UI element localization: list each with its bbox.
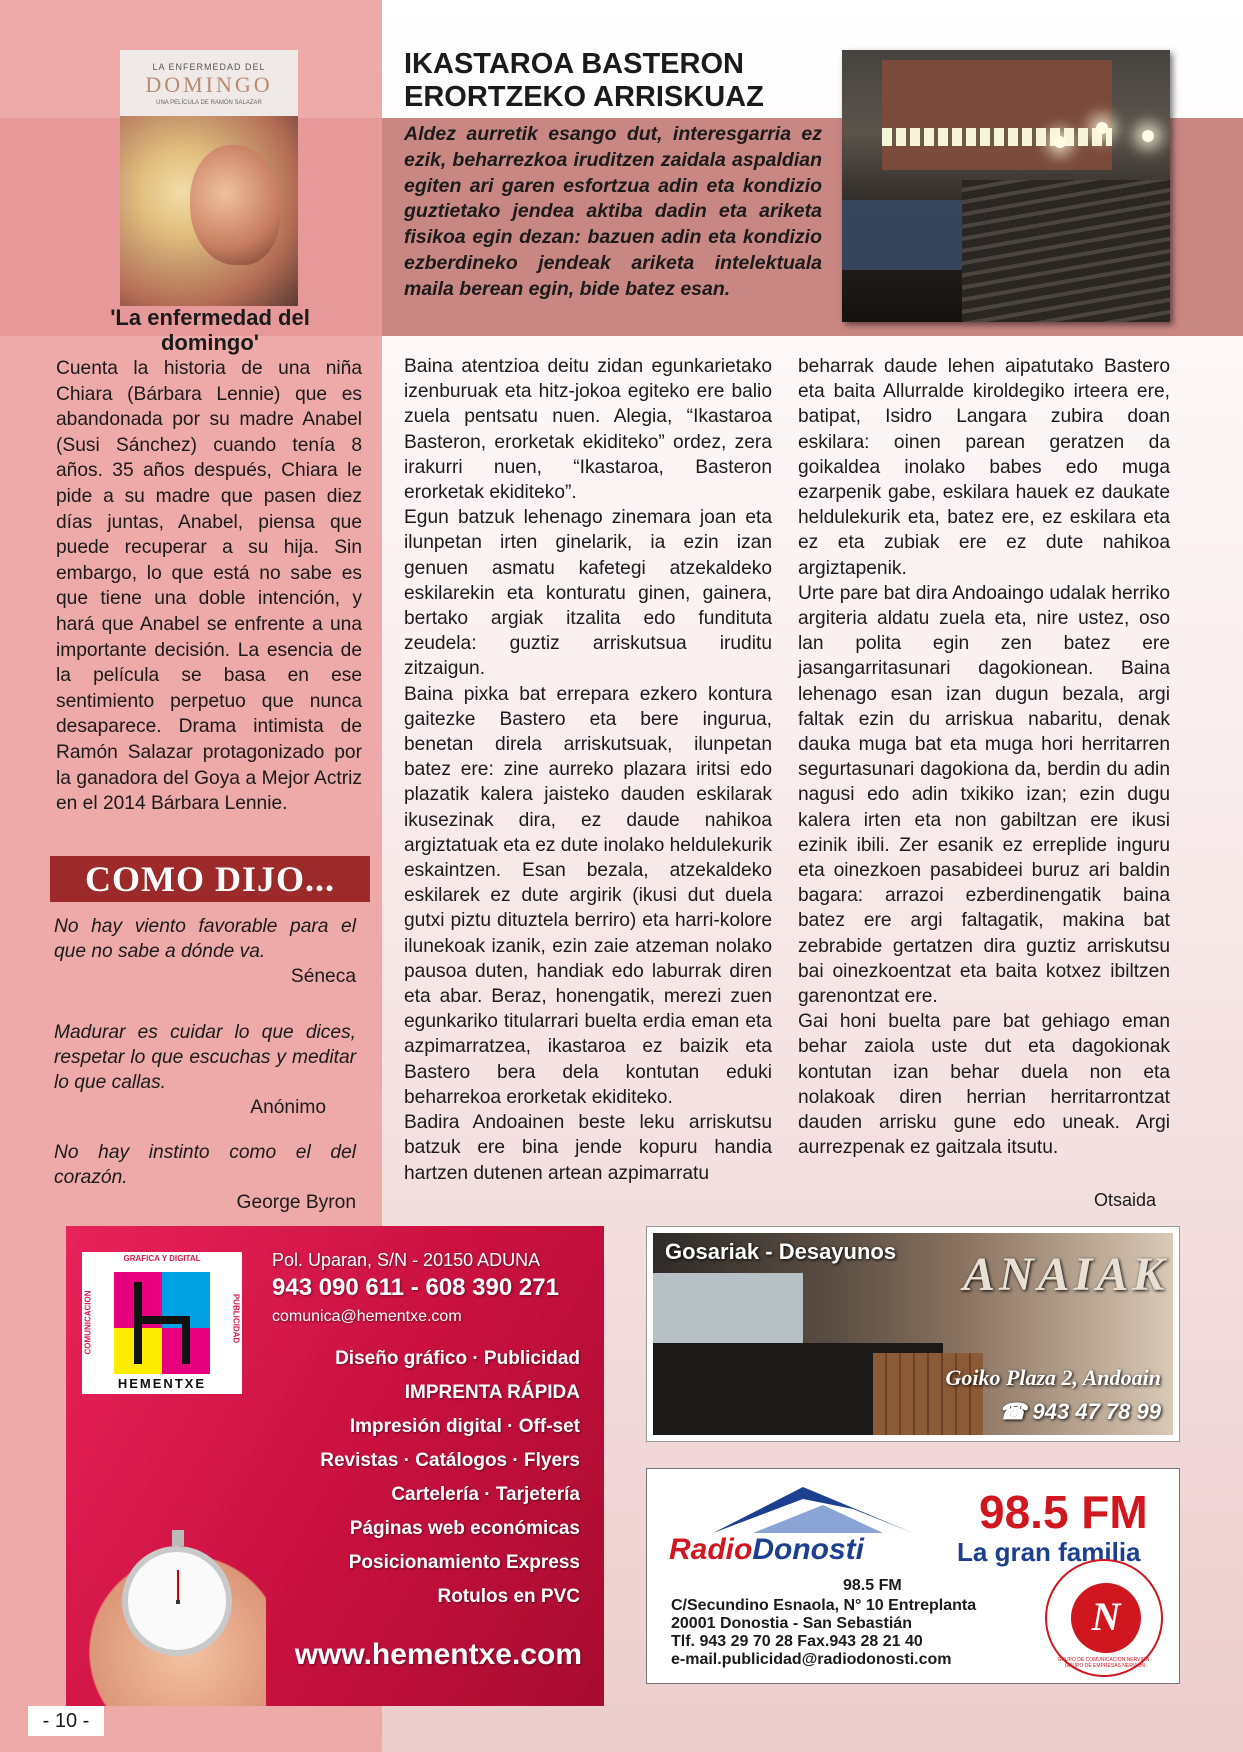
radio-donosti-ad[interactable] (646, 1468, 1180, 1684)
hementxe-service: Cartelería · Tarjetería (391, 1484, 580, 1505)
anaiak-tagline: Gosariak - Desayunos (665, 1239, 897, 1264)
poster-title-line1: LA ENFERMEDAD DEL (152, 62, 266, 72)
stopwatch-hand (177, 1570, 179, 1604)
poster-face (190, 145, 280, 265)
quote-1 (54, 914, 356, 989)
nervion-seal (1045, 1559, 1163, 1677)
hementxe-phones[interactable]: 943 090 611 - 608 390 271 (272, 1274, 559, 1301)
anaiak-photo (653, 1233, 1173, 1435)
article-paragraph: beharrak daude lehen aipatutako Bastero eta baita Allurralde kiroldegiko irteera ere, batipat, Isidro Langara zubira doan eskilara: oinen parean geratzen da goikaldea inolako babes edo muga ezarpenik gabe, eskilara hauek ez daukate heldulekurik eta, batez ere, ez eskilara eta ez eta zubiak ere ez dute nahikoa argiztapenik. (798, 356, 1170, 579)
quote-text: Madurar es cuidar lo que dices, respetar lo que escuchas y meditar lo que callas. (54, 1022, 356, 1093)
quote-text: No hay instinto como el del corazón. (54, 1142, 356, 1188)
article-paragraph: Baina atentzioa deitu zidan egunkarietako izenburuak eta hitz-jokoa egiteko ere balio zuela pentsatu nuen. Alegia, “Ikastaroa Basteron, erorketak ekiditeko” ordez, zera irakurri nuen, “Ikastaroa, Basteron erorketak ekiditeko”. (404, 356, 772, 504)
quote-2 (54, 1020, 356, 1120)
hementxe-service: IMPRENTA RÁPIDA (404, 1382, 580, 1403)
radio-frequency: 98.5 FM (979, 1486, 1148, 1538)
photo-stairs (962, 180, 1170, 322)
article-paragraph: Badira Andoainen beste leku arriskutsu batzuk ere bina jende kopuru handia hartzen dutenen artean azpimarratu (404, 1112, 772, 1184)
logo-top-text: GRAFICA Y DIGITAL (123, 1254, 201, 1263)
nervion-seal-letter: N (1091, 1594, 1121, 1639)
photo-windows (882, 128, 1112, 146)
article-title (404, 48, 844, 114)
anaiak-brand: ANAIAK (963, 1248, 1169, 1301)
stopwatch-crown (172, 1530, 184, 1546)
radio-mountain-logo (713, 1479, 913, 1535)
hementxe-logo (82, 1252, 242, 1394)
hementxe-email[interactable]: comunica@hementxe.com (272, 1308, 462, 1325)
photo-lamp (1054, 136, 1066, 148)
radio-logo-a: Radio (669, 1533, 753, 1566)
hementxe-service: Diseño gráfico · Publicidad (335, 1348, 580, 1369)
anaiak-ad[interactable] (646, 1226, 1180, 1442)
quote-author: Séneca (290, 966, 356, 987)
hementxe-service: Páginas web económicas (349, 1518, 580, 1539)
radio-slogan: La gran familia (957, 1537, 1141, 1567)
quote-author: George Byron (236, 1192, 356, 1213)
article-column-2 (798, 354, 1170, 1161)
poster-title-line2: DOMINGO (145, 72, 273, 97)
article-title-line1: IKASTAROA BASTERON (404, 48, 744, 80)
stopwatch-icon (122, 1546, 232, 1656)
article-paragraph: Baina pixka bat errepara ezkero kontura gaitezke Bastero eta bere ingurua, benetan direla arriskutsuak, ilunpetan batez ere: zine aurreko plazara iritsi edo plazatik kalera jaisteko dauden eskilarak ikusezinak dira, ez daude nahikoa argiztatuak eta ez dute inolako heldulekurik eskaintzen. Esan bezala, atzekaldeko eskilarek ez dute argirik (ikusi dut duela gutxi piztu dituztela berriro) eta harri-kolore ilunekoak izanik, ezin zaie atzeman nolako pausoa duten, handiak edo laburrak diren eta abar. Beraz, honengatik, merezi zuen egunkariko titularrari buelta erdia eman eta azpimarratzea, ikastaroa ez baizik eta Bastero bera dela kontutan eduki beharrekoa erorketak ekiditeko. (404, 683, 772, 1108)
hementxe-address: Pol. Uparan, S/N - 20150 ADUNA (272, 1250, 541, 1270)
logo-left-text: COMUNICACION (83, 1290, 93, 1355)
photo-building (882, 60, 1112, 170)
anaiak-phone[interactable]: ☎ 943 47 78 99 (999, 1399, 1161, 1424)
radio-phones[interactable]: Tlf. 943 29 70 28 Fax.943 28 21 40 (671, 1633, 923, 1650)
article-column-1 (404, 354, 772, 1186)
anaiak-window (653, 1273, 803, 1353)
quote-text: No hay viento favorable para el que no sabe a dónde va. (54, 916, 356, 962)
poster-director: UNA PELÍCULA DE RAMÓN SALAZAR (156, 100, 262, 106)
article-paragraph: Urte pare bat dira Andoaingo udalak herriko argiteria aldatu zuela eta, nire ustez, oso lan polita egin zen batez ere jasangarritasunari dagokionean. Baina lehenago esan izan dugun bezala, argi faltak ezin du arriskua nabaritu, denak dauka muga bat eta muga hori herritarren segurtasunari dagokiona da, berdin du adin nagusi edo adin txikiko izan; ezin dugu kalera irten eta non gabiltzan ere ikusi ezinik ibili. Zer esanik ez erreplide inguru eta oinezkoen pasabideei buruz ari baldin bagara: arrazoi ezberdinengatik baina batez ere argi faltagatik, makina bat zebrabide gertatzen dira guztiz arriskutsu bai oinezkoentzat eta baita kotxez ibiltzen garenontzat ere. (798, 582, 1170, 1008)
quote-3 (54, 1140, 356, 1215)
hementxe-ad[interactable] (66, 1226, 604, 1706)
nervion-seal-text: GRUPO DE COMUNICACION NERVION · GRUPO DE EMPRESAS NERVION (1057, 1657, 1153, 1669)
anaiak-address: Goiko Plaza 2, Andoain (945, 1365, 1161, 1390)
radio-address-1: C/Secundino Esnaola, N° 10 Entreplanta (671, 1597, 977, 1614)
como-dijo-heading: COMO DIJO... (50, 856, 370, 902)
movie-title: 'La enfermedad del domingo' (110, 305, 310, 355)
photo-mural (842, 200, 962, 270)
radio-logo-b: Donosti (752, 1533, 864, 1566)
article-paragraph: Egun batzuk lehenago zinemara joan eta ilunpetan irten ginelarik, ia ezin izan genuen asmatu kafetegi atzekaldeko eskilarekin eta konturatu ginen, gainera, bertako argiak itzalita edo fundituta zeudela: guztiz arriskutsua iruditu zitzaigun. (404, 507, 772, 680)
logo-letter-stroke (182, 1316, 190, 1364)
movie-synopsis: Cuenta la historia de una niña Chiara (Bárbara Lennie) que es abandonada por su madre Anabel (Susi Sánchez) cuando tenía 8 años. 35 años después, Chiara le pide a su madre que pasen diez días juntas, Anabel, piensa que puede recuperar a su hija. Sin embargo, lo que está no sabe es que tiene una doble intención, y hará que Anabel se enfrente a una importante decisión. La esencia de la película se basa en ese sentimiento perpetuo que nunca desaparece. Drama intimista de Ramón Salazar protagonizado por la ganadora del Goya a Mejor Actriz en el 2014 Bárbara Lennie. (56, 358, 362, 815)
hementxe-service: Impresión digital · Off-set (349, 1416, 580, 1437)
hementxe-service: Posicionamiento Express (348, 1552, 580, 1573)
photo-lamp (1096, 122, 1108, 134)
logo-right-text: PUBLICIDAD (231, 1293, 241, 1344)
hementxe-website[interactable]: www.hementxe.com (294, 1638, 582, 1671)
hementxe-service: Rotulos en PVC (437, 1586, 580, 1607)
article-signature: Otsaida (1094, 1190, 1157, 1210)
quote-author: Anónimo (250, 1097, 326, 1118)
radio-address-2: 20001 Donostia - San Sebastián (671, 1615, 912, 1632)
movie-poster (120, 50, 298, 306)
radio-email[interactable]: e-mail.publicidad@radiodonosti.com (671, 1651, 952, 1668)
page-number: - 10 - (28, 1706, 104, 1736)
hementxe-service: Revistas · Catálogos · Flyers (320, 1450, 580, 1471)
photo-lamp (1142, 130, 1154, 142)
logo-name: HEMENTXE (117, 1376, 207, 1391)
article-photo (842, 50, 1170, 322)
stopwatch-center (176, 1600, 180, 1604)
article-title-line2: ERORTZEKO ARRISKUAZ (404, 81, 764, 113)
radio-logo-text (669, 1533, 864, 1567)
article-paragraph: Gai honi buelta pare bat gehiago eman behar zaiola uste dut eta dagokionak kontutan izan behar duela non eta nolakoak diren herrian herritarrontzat dauden arrisku gune edo uneak. Argi aurrezpenak ez gaitzala itsutu. (798, 1011, 1170, 1159)
radio-small-frequency: 98.5 FM (843, 1577, 902, 1594)
article-lead: Aldez aurretik esango dut, interesgarria ez ezik, beharrezkoa iruditzen zaidala aspaldian egiten ari garen esfortzua adin eta kondizio guztietako jendea aktiba dadin eta ariketa fisikoa egin dezan: bazuen adin eta kondizio ezberdineko jendeak ariketa intelektuala maila berean egin, bide batez esan. (404, 123, 822, 300)
